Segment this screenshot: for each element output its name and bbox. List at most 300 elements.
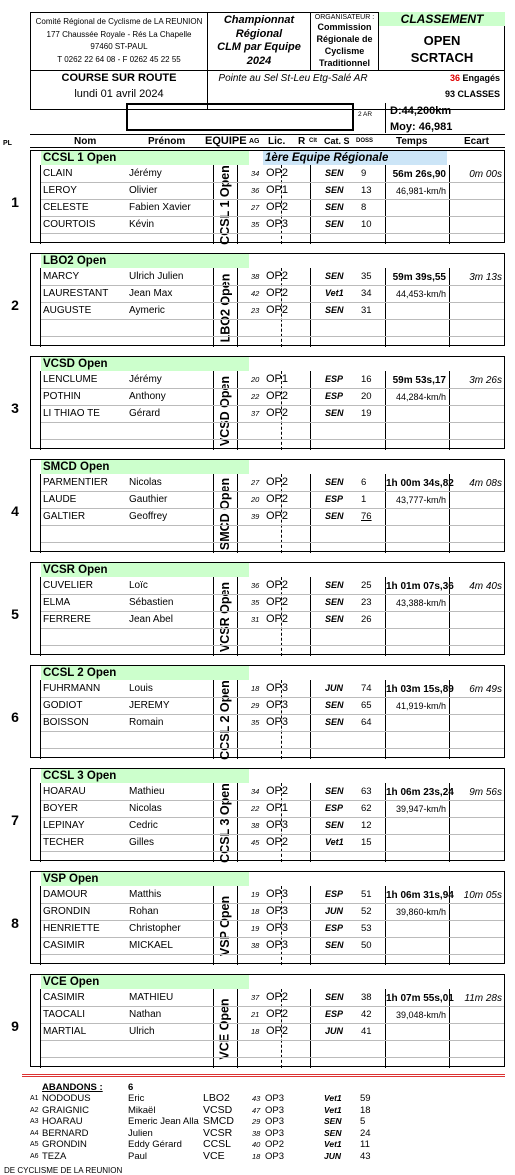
rider-doss: 26 — [361, 614, 372, 625]
team-place: 4 — [11, 503, 19, 519]
team-equipe-label: VCSR Open — [218, 581, 232, 652]
abandon-doss: 5 — [360, 1116, 366, 1127]
team-place: 6 — [11, 709, 19, 725]
rider-cat: Vet1 — [325, 288, 344, 298]
team-equipe-label: LBO2 Open — [218, 273, 233, 342]
rider-prenom: Aymeric — [129, 305, 165, 316]
rider-row — [31, 903, 506, 920]
rider-doss: 52 — [361, 906, 372, 917]
rider-lic: OP2 — [266, 510, 289, 522]
team-speed: 44,453-km/h — [395, 289, 446, 299]
rider-doss: 65 — [361, 700, 372, 711]
abandon-doss: 59 — [360, 1093, 371, 1104]
engages: 36 Engagés — [449, 73, 500, 83]
rider-ag: 36 — [251, 581, 260, 590]
abandon-equipe: LBO2 — [203, 1092, 230, 1104]
abandon-nom: GRAIGNIC — [42, 1104, 89, 1116]
team-time: 59m 53s,17 — [392, 375, 446, 386]
rider-row — [31, 920, 506, 937]
abandon-nom: GRONDIN — [42, 1139, 87, 1150]
team-name: VSP Open — [41, 872, 249, 886]
rider-prenom: Nicolas — [129, 477, 162, 488]
rider-prenom: Jean Abel — [129, 614, 173, 625]
team-name: VCE Open — [41, 975, 249, 989]
abandon-prenom: Mikaël — [128, 1104, 156, 1116]
rider-nom: CUVELIER — [43, 580, 94, 591]
team-gap: 9m 56s — [469, 787, 502, 798]
rider-doss: 51 — [361, 889, 372, 900]
abandon-lic: OP3 — [265, 1127, 285, 1139]
rider-lic: OP2 — [266, 407, 289, 419]
rider-row — [31, 182, 506, 199]
rider-ag: 19 — [251, 924, 260, 933]
rider-row — [31, 594, 506, 611]
route: Pointe au Sel St-Leu Etg-Salé AR — [218, 73, 368, 84]
rider-lic: OP3 — [266, 888, 289, 900]
rider-cat: SEN — [325, 717, 344, 727]
rider-cat: SEN — [325, 408, 344, 418]
rider-doss: 6 — [361, 477, 367, 488]
rider-cat: SEN — [325, 992, 344, 1002]
abandon-ag: 38 — [252, 1128, 261, 1138]
abandon-cat: Vet1 — [324, 1139, 342, 1149]
team-speed: 43,388-km/h — [395, 598, 446, 608]
rider-doss: 42 — [361, 1009, 372, 1020]
rider-doss: 10 — [361, 219, 372, 230]
team-name: VCSD Open — [41, 357, 249, 371]
rider-nom: BOYER — [43, 803, 79, 814]
team-equipe-label: VCSD Open — [218, 375, 232, 446]
rider-prenom: Gilles — [129, 837, 155, 848]
team-block — [11, 150, 505, 245]
rider-ag: 45 — [251, 838, 260, 847]
team-name: CCSL 3 Open — [41, 769, 249, 783]
race-date: lundi 01 avril 2024 — [74, 88, 164, 100]
distance: D:44,200km — [390, 105, 452, 117]
rider-lic: OP2 — [266, 613, 289, 625]
rider-nom: FUHRMANN — [43, 683, 101, 694]
rider-doss: 38 — [361, 992, 372, 1003]
abandon-cat: SEN — [324, 1116, 342, 1126]
rider-nom: LI THIAO TE — [43, 408, 100, 419]
rider-doss: 1 — [361, 494, 367, 505]
rider-row — [31, 937, 506, 954]
rider-doss: 15 — [361, 837, 372, 848]
rider-row — [31, 680, 506, 697]
team-place: 8 — [11, 915, 19, 931]
abandon-ag: 18 — [252, 1151, 261, 1161]
rider-nom: CLAIN — [43, 168, 73, 179]
abandon-code: A5 — [30, 1141, 39, 1148]
rider-prenom: JEREMY — [129, 700, 170, 711]
rider-lic: OP2 — [266, 201, 289, 213]
team-speed: 43,777-km/h — [395, 495, 446, 505]
rider-nom: GRONDIN — [43, 906, 91, 917]
rider-lic: OP2 — [266, 493, 289, 505]
rider-cat: SEN — [325, 477, 344, 487]
team-time: 1h 06m 23s,24 — [386, 787, 454, 798]
rider-nom: POTHIN — [43, 391, 81, 402]
abandon-ag: 40 — [252, 1140, 261, 1149]
rider-lic: OP2 — [266, 596, 289, 608]
team-name: LBO2 Open — [41, 254, 249, 268]
abandon-row — [30, 1092, 371, 1104]
rider-row — [31, 577, 506, 594]
team-speed: 39,860-km/h — [395, 907, 446, 917]
team-gap: 3m 13s — [469, 272, 502, 283]
team-place: 2 — [11, 297, 19, 313]
rider-ag: 37 — [251, 993, 260, 1002]
abandon-lic: OP3 — [265, 1093, 285, 1104]
rider-nom: HENRIETTE — [43, 923, 100, 934]
team-place: 7 — [11, 812, 19, 828]
rider-row — [31, 611, 506, 628]
rider-cat: SEN — [325, 202, 344, 212]
rider-ag: 39 — [251, 512, 260, 521]
team-equipe-label: CCSL 2 Open — [218, 679, 232, 760]
rider-lic: OP2 — [266, 270, 289, 282]
rider-cat: SEN — [325, 580, 344, 590]
rider-ag: 27 — [251, 203, 260, 212]
rider-row — [31, 474, 506, 491]
rider-lic: OP2 — [266, 991, 289, 1003]
rider-cat: Vet1 — [325, 837, 344, 847]
rider-cat: JUN — [325, 906, 344, 916]
rider-prenom: Jean Max — [129, 288, 173, 299]
rider-ag: 18 — [251, 907, 260, 916]
rider-doss: 41 — [361, 1026, 372, 1037]
abandon-nom: BERNARD — [42, 1127, 89, 1139]
rider-prenom: Romain — [129, 717, 164, 728]
rider-ag: 27 — [251, 478, 260, 487]
rider-cat: ESP — [325, 494, 344, 504]
rider-prenom: Christopher — [129, 923, 181, 934]
rider-prenom: Kévin — [129, 219, 155, 230]
team-place: 3 — [11, 400, 19, 416]
rider-nom: LAUDE — [43, 494, 77, 505]
abandon-cat: JUN — [324, 1150, 342, 1161]
rider-lic: OP2 — [266, 579, 289, 591]
team-gap: 0m 00s — [469, 169, 502, 180]
rider-nom: HOARAU — [43, 786, 86, 797]
rider-cat: ESP — [325, 391, 344, 401]
team-block — [11, 871, 505, 964]
rider-ag: 42 — [251, 289, 260, 298]
rider-nom: TECHER — [43, 837, 85, 848]
rider-lic: OP1 — [266, 184, 289, 196]
abandon-code: A3 — [30, 1118, 39, 1125]
rider-row — [31, 714, 506, 731]
abandon-row — [30, 1126, 371, 1139]
note-box — [126, 103, 354, 131]
team-speed: 46,981-km/h — [395, 186, 446, 196]
rider-ag: 22 — [251, 392, 260, 401]
team-block — [11, 665, 505, 760]
team-gap: 11m 28s — [464, 993, 502, 1004]
team-gap: 4m 40s — [469, 581, 502, 592]
rider-lic: OP1 — [266, 802, 289, 814]
rider-lic: OP2 — [266, 390, 289, 402]
rider-row — [31, 508, 506, 525]
rider-prenom: Ulrich Julien — [129, 271, 184, 282]
classes-count: 93 CLASSES — [444, 89, 500, 99]
rider-nom: CASIMIR — [43, 940, 85, 951]
rider-nom: GALTIER — [43, 511, 86, 522]
rider-doss: 50 — [361, 940, 372, 951]
rider-row — [31, 199, 506, 216]
abandon-equipe: SMCD — [203, 1115, 234, 1127]
rider-doss: 25 — [361, 580, 372, 591]
rider-prenom: Nicolas — [129, 803, 162, 814]
team-block — [11, 356, 505, 449]
abandon-ag: 29 — [252, 1117, 261, 1126]
rider-doss: 12 — [361, 820, 372, 831]
abandon-nom: NODODUS — [42, 1093, 91, 1104]
rider-row — [31, 405, 506, 422]
abandon-code: A6 — [30, 1152, 39, 1160]
abandon-lic: OP2 — [265, 1139, 285, 1150]
rider-row — [31, 388, 506, 405]
team-name: VCSR Open — [41, 563, 249, 577]
team-place: 5 — [11, 606, 19, 622]
abandon-equipe: CCSL — [203, 1138, 232, 1150]
abandon-equipe: VCE — [203, 1149, 225, 1162]
rider-prenom: Ulrich — [129, 1026, 155, 1037]
rider-doss: 31 — [361, 305, 372, 316]
rider-doss: 74 — [361, 683, 372, 694]
rider-row — [31, 302, 506, 319]
abandon-code: A4 — [30, 1129, 39, 1137]
team-speed: 39,048-km/h — [395, 1010, 446, 1020]
team-time: 1h 01m 07s,36 — [386, 581, 454, 592]
footer-text: DE CYCLISME DE LA REUNION — [4, 1166, 123, 1175]
rider-cat: JUN — [325, 683, 344, 693]
rider-lic: OP3 — [266, 218, 289, 230]
abandons-label: ABANDONS : — [42, 1082, 103, 1093]
abandon-ag: 47 — [252, 1105, 261, 1115]
abandon-row — [30, 1138, 370, 1150]
team-gap: 6m 49s — [469, 684, 502, 695]
rider-cat: SEN — [325, 305, 344, 315]
rider-prenom: MATHIEU — [129, 992, 174, 1003]
rider-prenom: Jérémy — [129, 374, 162, 385]
rider-lic: OP3 — [266, 699, 289, 711]
rider-lic: OP2 — [266, 287, 289, 299]
rider-cat: ESP — [325, 923, 344, 933]
regional-label: 1ère Equipe Régionale — [263, 151, 447, 165]
rider-ag: 34 — [251, 169, 260, 178]
rider-cat: SEN — [325, 940, 344, 950]
rider-ag: 19 — [251, 890, 260, 899]
rider-cat: ESP — [325, 1009, 344, 1019]
abandon-cat: SEN — [324, 1127, 342, 1138]
rider-lic: OP3 — [266, 939, 289, 951]
rider-prenom: Nathan — [129, 1009, 162, 1020]
rider-prenom: Olivier — [129, 185, 158, 196]
abandon-cat: Vet1 — [324, 1093, 342, 1103]
rider-doss: 76 — [361, 511, 372, 522]
rider-prenom: Louis — [129, 683, 153, 694]
rider-doss: 19 — [361, 408, 372, 419]
rider-lic: OP2 — [266, 476, 289, 488]
rider-nom: AUGUSTE — [43, 305, 92, 316]
rider-cat: SEN — [325, 597, 344, 607]
rider-ag: 29 — [251, 701, 260, 710]
rider-cat: SEN — [325, 271, 344, 281]
rider-cat: JUN — [325, 1026, 344, 1036]
rider-row — [31, 216, 506, 233]
rider-lic: OP2 — [266, 1008, 289, 1020]
rider-ag: 35 — [251, 220, 260, 229]
team-gap: 4m 08s — [469, 478, 502, 489]
rider-cat: SEN — [325, 700, 344, 710]
team-name: SMCD Open — [41, 460, 249, 474]
rider-row — [31, 491, 506, 508]
rider-nom: CASIMIR — [43, 992, 85, 1003]
rider-row — [31, 834, 506, 851]
team-gap: 3m 26s — [469, 375, 502, 386]
rider-nom: DAMOUR — [43, 889, 88, 900]
abandon-code: A2 — [30, 1106, 39, 1114]
rider-doss: 34 — [361, 288, 372, 299]
team-name: CCSL 1 Open — [41, 151, 249, 165]
rider-cat: SEN — [325, 614, 344, 624]
rider-ag: 38 — [251, 821, 260, 830]
laps: 2 AR — [358, 111, 373, 118]
abandon-prenom: Paul — [128, 1150, 148, 1162]
rider-row — [31, 817, 506, 834]
rider-prenom: Matthis — [129, 889, 162, 900]
rider-cat: ESP — [325, 889, 344, 899]
rider-row — [31, 989, 506, 1006]
rider-nom: LENCLUME — [43, 374, 98, 385]
rider-row — [31, 268, 506, 285]
abandon-nom: TEZA — [42, 1150, 67, 1162]
team-name: CCSL 2 Open — [41, 666, 249, 680]
rider-nom: MARTIAL — [43, 1026, 87, 1037]
rider-prenom: Gauthier — [129, 494, 168, 505]
rider-row — [31, 886, 506, 903]
rider-ag: 18 — [251, 684, 260, 693]
rider-doss: 62 — [361, 803, 372, 814]
rider-nom: MARCY — [43, 271, 80, 282]
team-time: 1h 00m 34s,82 — [386, 478, 454, 489]
rider-prenom: Fabien Xavier — [129, 202, 191, 213]
rider-ag: 35 — [251, 598, 260, 607]
abandon-ag: 43 — [252, 1094, 261, 1103]
rider-doss: 13 — [361, 185, 372, 196]
team-equipe-label: VSP Open — [218, 895, 232, 956]
rider-ag: 21 — [251, 1010, 260, 1019]
rider-cat: SEN — [325, 786, 344, 796]
rider-ag: 22 — [251, 804, 260, 813]
category-title: OPEN SCRTACH — [410, 33, 474, 65]
classement-title: CLASSEMENT — [379, 12, 505, 26]
rider-doss: 64 — [361, 717, 372, 728]
abandon-prenom: Eric — [128, 1093, 145, 1104]
rider-ag: 37 — [251, 409, 260, 418]
rider-prenom: Anthony — [129, 391, 166, 402]
abandon-prenom: Emeric Jean Alla — [128, 1116, 199, 1127]
rider-ag: 38 — [251, 272, 260, 281]
rider-doss: 20 — [361, 391, 372, 402]
abandon-prenom: Julien — [128, 1127, 153, 1139]
team-time: 1h 03m 15s,89 — [386, 684, 454, 695]
team-time: 56m 26s,90 — [392, 169, 446, 180]
abandon-nom: HOARAU — [42, 1116, 83, 1127]
team-speed: 41,919-km/h — [395, 701, 446, 711]
abandon-equipe: VCSD — [203, 1103, 233, 1116]
team-equipe-label: CCSL 1 Open — [218, 164, 232, 245]
rider-cat: ESP — [325, 374, 344, 384]
team-block — [11, 768, 505, 863]
rider-row — [31, 800, 506, 817]
rider-lic: OP3 — [266, 819, 289, 831]
rider-row — [31, 1006, 506, 1023]
team-time: 1h 07m 55s,01 — [386, 993, 454, 1004]
team-time: 59m 39s,55 — [392, 272, 446, 283]
rider-row — [31, 783, 506, 800]
team-block — [11, 459, 505, 552]
abandon-doss: 43 — [360, 1150, 371, 1162]
rider-nom: LEROY — [43, 185, 77, 196]
abandon-lic: OP3 — [265, 1116, 285, 1127]
rider-lic: OP3 — [266, 922, 289, 934]
team-place: 1 — [11, 194, 19, 210]
team-equipe-label: CCSL 3 Open — [218, 782, 232, 863]
rider-lic: OP2 — [266, 785, 289, 797]
rider-prenom: MICKAEL — [129, 940, 173, 951]
rider-nom: ELMA — [43, 597, 71, 608]
rider-prenom: Cedric — [129, 820, 158, 831]
rider-ag: 38 — [251, 941, 260, 950]
team-speed: 39,947-km/h — [395, 804, 446, 814]
abandon-prenom: Eddy Gérard — [128, 1139, 182, 1150]
abandon-equipe: VCSR — [203, 1126, 233, 1139]
abandon-doss: 11 — [360, 1139, 370, 1150]
rider-ag: 34 — [251, 787, 260, 796]
course-type: COURSE SUR ROUTE — [61, 72, 177, 84]
rider-nom: CELESTE — [43, 202, 89, 213]
abandon-row — [30, 1115, 366, 1127]
team-speed: 44,284-km/h — [395, 392, 446, 402]
rider-ag: 35 — [251, 718, 260, 727]
rider-nom: GODIOT — [43, 700, 83, 711]
rider-nom: TAOCALI — [43, 1009, 86, 1020]
rider-lic: OP1 — [266, 373, 289, 385]
rider-ag: 23 — [251, 306, 260, 315]
abandon-lic: OP3 — [265, 1150, 285, 1162]
rider-row — [31, 285, 506, 302]
rider-ag: 18 — [251, 1027, 260, 1036]
rider-prenom: Sébastien — [129, 597, 174, 608]
rider-doss: 23 — [361, 597, 372, 608]
rider-prenom: Rohan — [129, 906, 159, 917]
rider-lic: OP2 — [266, 304, 289, 316]
abandon-row — [30, 1149, 371, 1162]
rider-cat: SEN — [325, 219, 344, 229]
rider-doss: 35 — [361, 271, 372, 282]
rider-cat: ESP — [325, 803, 344, 813]
rider-nom: FERRERE — [43, 614, 91, 625]
rider-doss: 8 — [361, 202, 367, 213]
rider-prenom: Loïc — [129, 580, 148, 591]
rider-cat: SEN — [325, 168, 344, 178]
rider-doss: 53 — [361, 923, 372, 934]
rider-row — [31, 697, 506, 714]
rider-nom: LEPINAY — [43, 820, 85, 831]
championship-title: Championnat Régional CLM par Equipe 2024 — [217, 14, 301, 67]
